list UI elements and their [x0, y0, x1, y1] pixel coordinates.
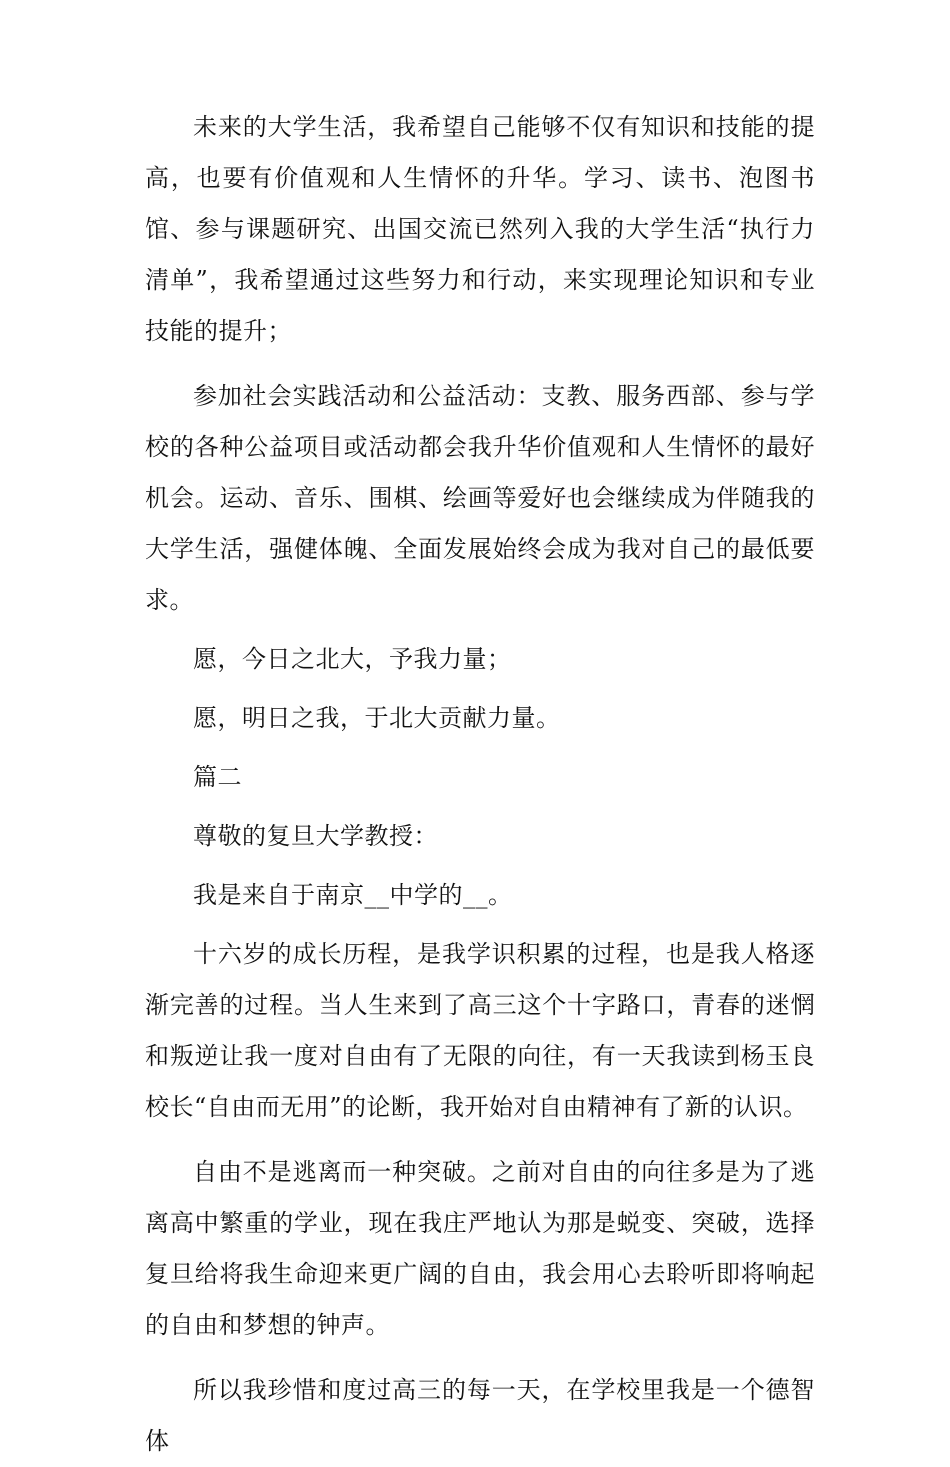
- paragraph-future-university-life: 未来的大学生活，我希望自己能够不仅有知识和技能的提高，也要有价值观和人生情怀的升华。学习、读书、泡图书馆、参与课题研究、出国交流已然列入我的大学生活“执行力清单”，我希望通过这些努力和行动，来实现理论知识和专业技能的提升；: [145, 113, 815, 345]
- paragraph-senior-year: 所以我珍惜和度过高三的每一天，在学校里我是一个德智体: [145, 1376, 815, 1455]
- paragraph-wish-today: 愿，今日之北大，予我力量；: [193, 645, 512, 673]
- paragraph-wish-tomorrow: 愿，明日之我，于北大贡献力量。: [193, 704, 561, 732]
- section-heading-part-two: 篇二: [193, 763, 242, 791]
- paragraph-social-practice: 参加社会实践活动和公益活动：支教、服务西部、参与学校的各种公益项目或活动都会我升华价值观和人生情怀的最好机会。运动、音乐、围棋、绘画等爱好也会继续成为伴随我的大学生活，强健体魄、全面发展始终会成为我对自己的最低要求。: [145, 382, 815, 614]
- paragraph-self-introduction: 我是来自于南京__中学的__。: [193, 881, 513, 909]
- paragraph-salutation: 尊敬的复旦大学教授：: [193, 822, 438, 850]
- paragraph-growth-process: 十六岁的成长历程，是我学识积累的过程，也是我人格逐渐完善的过程。当人生来到了高三这个十字路口，青春的迷惘和叛逆让我一度对自由有了无限的向往，有一天我读到杨玉良校长“自由而无用”的论断，我开始对自由精神有了新的认识。: [145, 940, 815, 1121]
- paragraph-freedom: 自由不是逃离而一种突破。之前对自由的向往多是为了逃离高中繁重的学业，现在我庄严地认为那是蜕变、突破，选择复旦给将我生命迎来更广阔的自由，我会用心去聆听即将响起的自由和梦想的钟声。: [145, 1158, 815, 1339]
- document-body: [145, 102, 815, 1467]
